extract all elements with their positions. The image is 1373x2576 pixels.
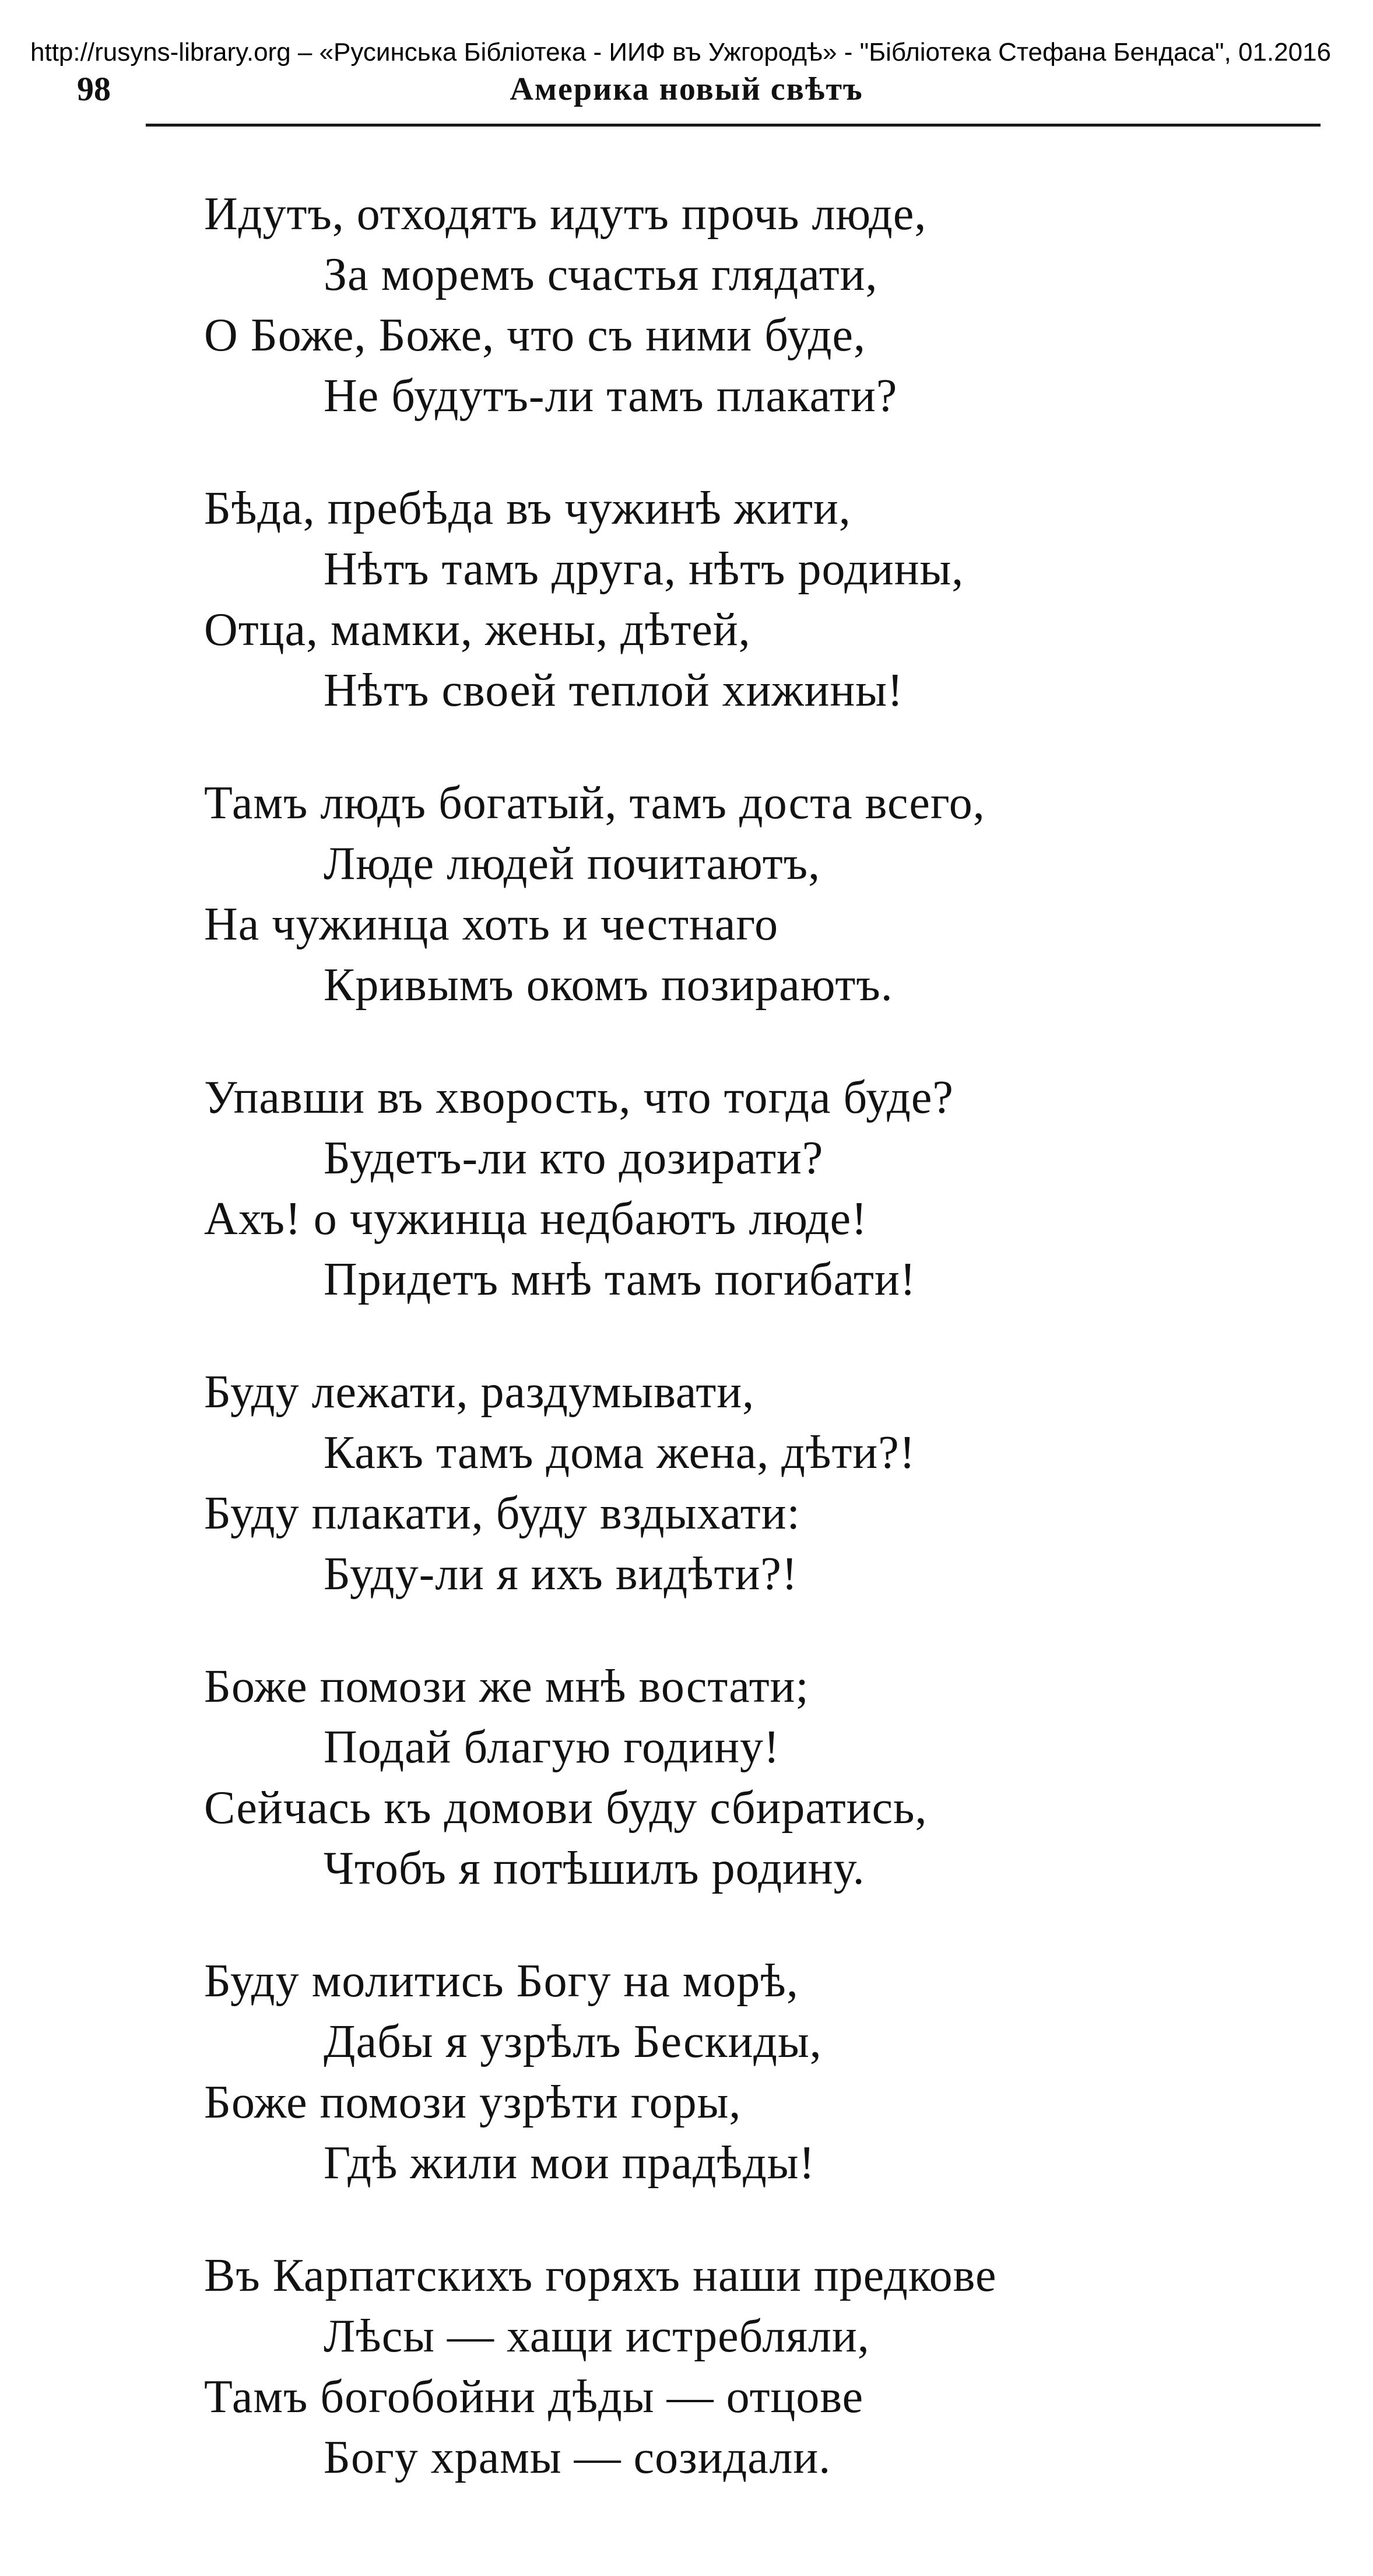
poem-line: Сейчась къ домови буду сбиратись,	[204, 1782, 928, 1834]
poem-line: Идутъ, отходятъ идутъ прочь люде,	[204, 188, 927, 240]
poem-line: Въ Карпатскихъ горяхъ наши предкове	[204, 2250, 997, 2301]
poem-line: Кривымъ окомъ позираютъ.	[324, 959, 893, 1011]
poem-line: Бѣда, пребѣда въ чужинѣ жити,	[204, 483, 851, 534]
poem-line: Не будутъ-ли тамъ плакати?	[324, 370, 898, 422]
page-number: 98	[77, 70, 111, 108]
poem-line: Ахъ! о чужинца недбаютъ люде!	[204, 1193, 868, 1245]
poem-line: Лѣсы — хащи истребляли,	[324, 2311, 870, 2362]
poem-line: Буду молитись Богу на морѣ,	[204, 1955, 799, 2007]
poem-line: На чужинца хоть и честнаго	[204, 899, 779, 950]
poem-line: Гдѣ жили мои прадѣды!	[324, 2137, 816, 2189]
poem-line: За моремъ счастья глядати,	[324, 249, 878, 300]
poem-line: Нѣтъ тамъ друга, нѣтъ родины,	[324, 544, 964, 595]
poem-line: Отца, мамки, жены, дѣтей,	[204, 604, 751, 656]
poem-line: Подай благую годину!	[324, 1722, 780, 1773]
poem-line: Буду лежати, раздумывати,	[204, 1366, 755, 1418]
poem-line: Упавши въ хворость, что тогда буде?	[204, 1072, 954, 1123]
poem-line: Нѣтъ своей теплой хижины!	[324, 665, 904, 716]
poem-line: Тамъ богобойни дѣды — отцове	[204, 2371, 864, 2423]
poem-line: Тамъ людъ богатый, тамъ доста всего,	[204, 777, 985, 829]
poem-line: Боже помози узрѣти горы,	[204, 2077, 742, 2128]
poem-line: Чтобъ я потѣшилъ родину.	[324, 1843, 865, 1894]
poem-line: Буду-ли я ихъ видѣти?!	[324, 1548, 798, 1600]
poem-line: О Боже, Боже, что съ ними буде,	[204, 310, 866, 361]
poem-line: Богу храмы — созидали.	[324, 2432, 831, 2483]
poem-line: Люде людей почитаютъ,	[324, 838, 821, 889]
running-title: Америка новый свѣтъ	[510, 71, 863, 107]
poem-line: Буду плакати, буду вздыхати:	[204, 1488, 800, 1539]
poem-line: Придетъ мнѣ тамъ погибати!	[324, 1254, 916, 1305]
poem-line: Какъ тамъ дома жена, дѣти?!	[324, 1427, 916, 1478]
source-citation: http://rusyns-library.org – «Русинська Бібліотека - ИИФ въ Ужгородѣ» - "Бібліотека Стефана Бендаса", 01.2016	[30, 38, 1332, 66]
poem-line: Дабы я узрѣлъ Бескиды,	[324, 2016, 822, 2067]
poem-line: Будетъ-ли кто дозирати?	[324, 1133, 824, 1184]
poem-line: Боже помози же мнѣ востати;	[204, 1661, 809, 1712]
